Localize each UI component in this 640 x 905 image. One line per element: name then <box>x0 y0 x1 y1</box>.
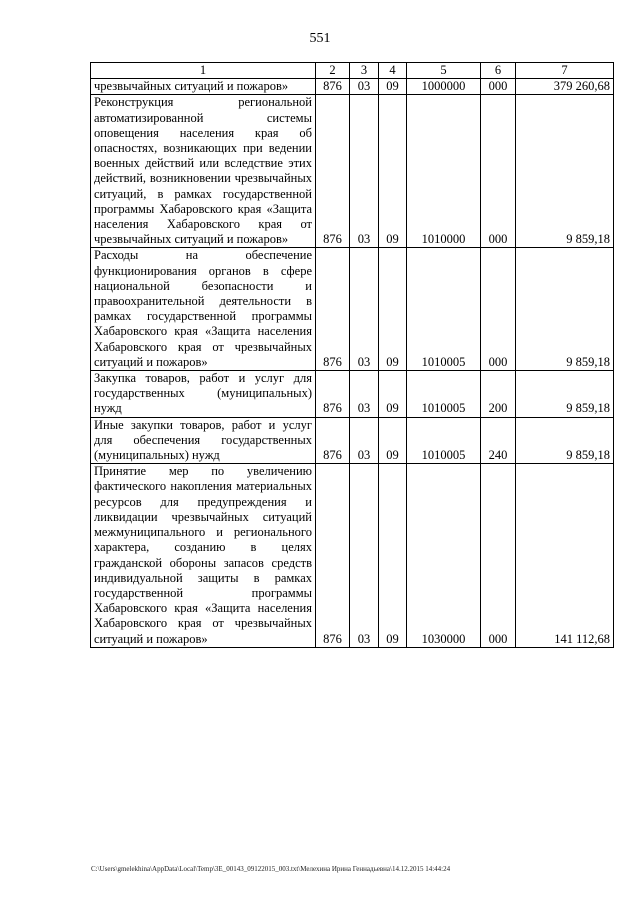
table-row <box>91 95 614 248</box>
page-number: 551 <box>309 31 331 46</box>
table-row <box>91 248 614 371</box>
row-description: Реконструкция региональной автоматизированной системы оповещения населения края об опасностях, возникающих при ведении военных действий или вследствие этих действий, возникновении чрезвычайных ситуаций, в рамках государственной программы Хабаровского края «Защита населения Хабаровского края от чрезвычайных ситуаций и пожаров» <box>91 95 316 248</box>
row-col2: 876 <box>316 371 350 418</box>
column-header-5: 5 <box>407 63 481 79</box>
row-col6: 240 <box>481 417 516 464</box>
file-path-footer: C:\Users\gmelekhina\AppData\Local\Temp\3E_00143_09122015_003.txt\Мелехина Ирина Геннадьевна\14.12.2015 14:44:24 <box>91 865 451 873</box>
row-description: Принятие мер по увеличению фактического накопления материальных ресурсов для предупреждения и ликвидации чрезвычайных ситуаций межмуниципального и регионального характера, созданию в целях гражданской обороны запасов средств индивидуальной защиты в рамках государственной программы Хабаровского края «Защита населения Хабаровского края от чрезвычайных ситуаций и пожаров» <box>91 464 316 647</box>
column-header-3: 3 <box>350 63 379 79</box>
row-amount: 9 859,18 <box>516 248 614 371</box>
row-amount: 141 112,68 <box>516 464 614 647</box>
row-col2: 876 <box>316 417 350 464</box>
column-header-2: 2 <box>316 63 350 79</box>
row-col3: 03 <box>350 248 379 371</box>
row-col5: 1030000 <box>407 464 481 647</box>
row-description: чрезвычайных ситуаций и пожаров» <box>91 79 316 95</box>
row-col3: 03 <box>350 95 379 248</box>
row-description: Расходы на обеспечение функционирования органов в сфере национальной безопасности и правоохранительной деятельности в рамках государственной программы Хабаровского края «Защита населения Хабаровского края от чрезвычайных ситуаций и пожаров» <box>91 248 316 371</box>
table-row <box>91 371 614 418</box>
row-col4: 09 <box>379 464 407 647</box>
row-col6: 000 <box>481 79 516 95</box>
row-col4: 09 <box>379 79 407 95</box>
row-col3: 03 <box>350 417 379 464</box>
row-col5: 1000000 <box>407 79 481 95</box>
row-col6: 000 <box>481 464 516 647</box>
row-col6: 000 <box>481 248 516 371</box>
row-col2: 876 <box>316 248 350 371</box>
row-col3: 03 <box>350 371 379 418</box>
row-col6: 200 <box>481 371 516 418</box>
row-col5: 1010005 <box>407 248 481 371</box>
table-row <box>91 79 614 95</box>
budget-table <box>90 62 614 648</box>
column-header-6: 6 <box>481 63 516 79</box>
row-col4: 09 <box>379 371 407 418</box>
row-col6: 000 <box>481 95 516 248</box>
row-col5: 1010005 <box>407 371 481 418</box>
row-col4: 09 <box>379 248 407 371</box>
row-amount: 379 260,68 <box>516 79 614 95</box>
table-row <box>91 417 614 464</box>
column-header-7: 7 <box>516 63 614 79</box>
row-col3: 03 <box>350 79 379 95</box>
table-row <box>91 464 614 647</box>
row-col5: 1010000 <box>407 95 481 248</box>
row-amount: 9 859,18 <box>516 371 614 418</box>
row-col2: 876 <box>316 79 350 95</box>
row-amount: 9 859,18 <box>516 417 614 464</box>
row-col2: 876 <box>316 95 350 248</box>
column-header-1: 1 <box>91 63 316 79</box>
row-col2: 876 <box>316 464 350 647</box>
column-header-4: 4 <box>379 63 407 79</box>
row-amount: 9 859,18 <box>516 95 614 248</box>
row-col3: 03 <box>350 464 379 647</box>
row-description: Иные закупки товаров, работ и услуг для обеспечения государственных (муниципальных) нужд <box>91 417 316 464</box>
header-row <box>91 63 614 79</box>
row-col4: 09 <box>379 95 407 248</box>
row-description: Закупка товаров, работ и услуг для государственных (муниципальных) нужд <box>91 371 316 418</box>
row-col4: 09 <box>379 417 407 464</box>
row-col5: 1010005 <box>407 417 481 464</box>
